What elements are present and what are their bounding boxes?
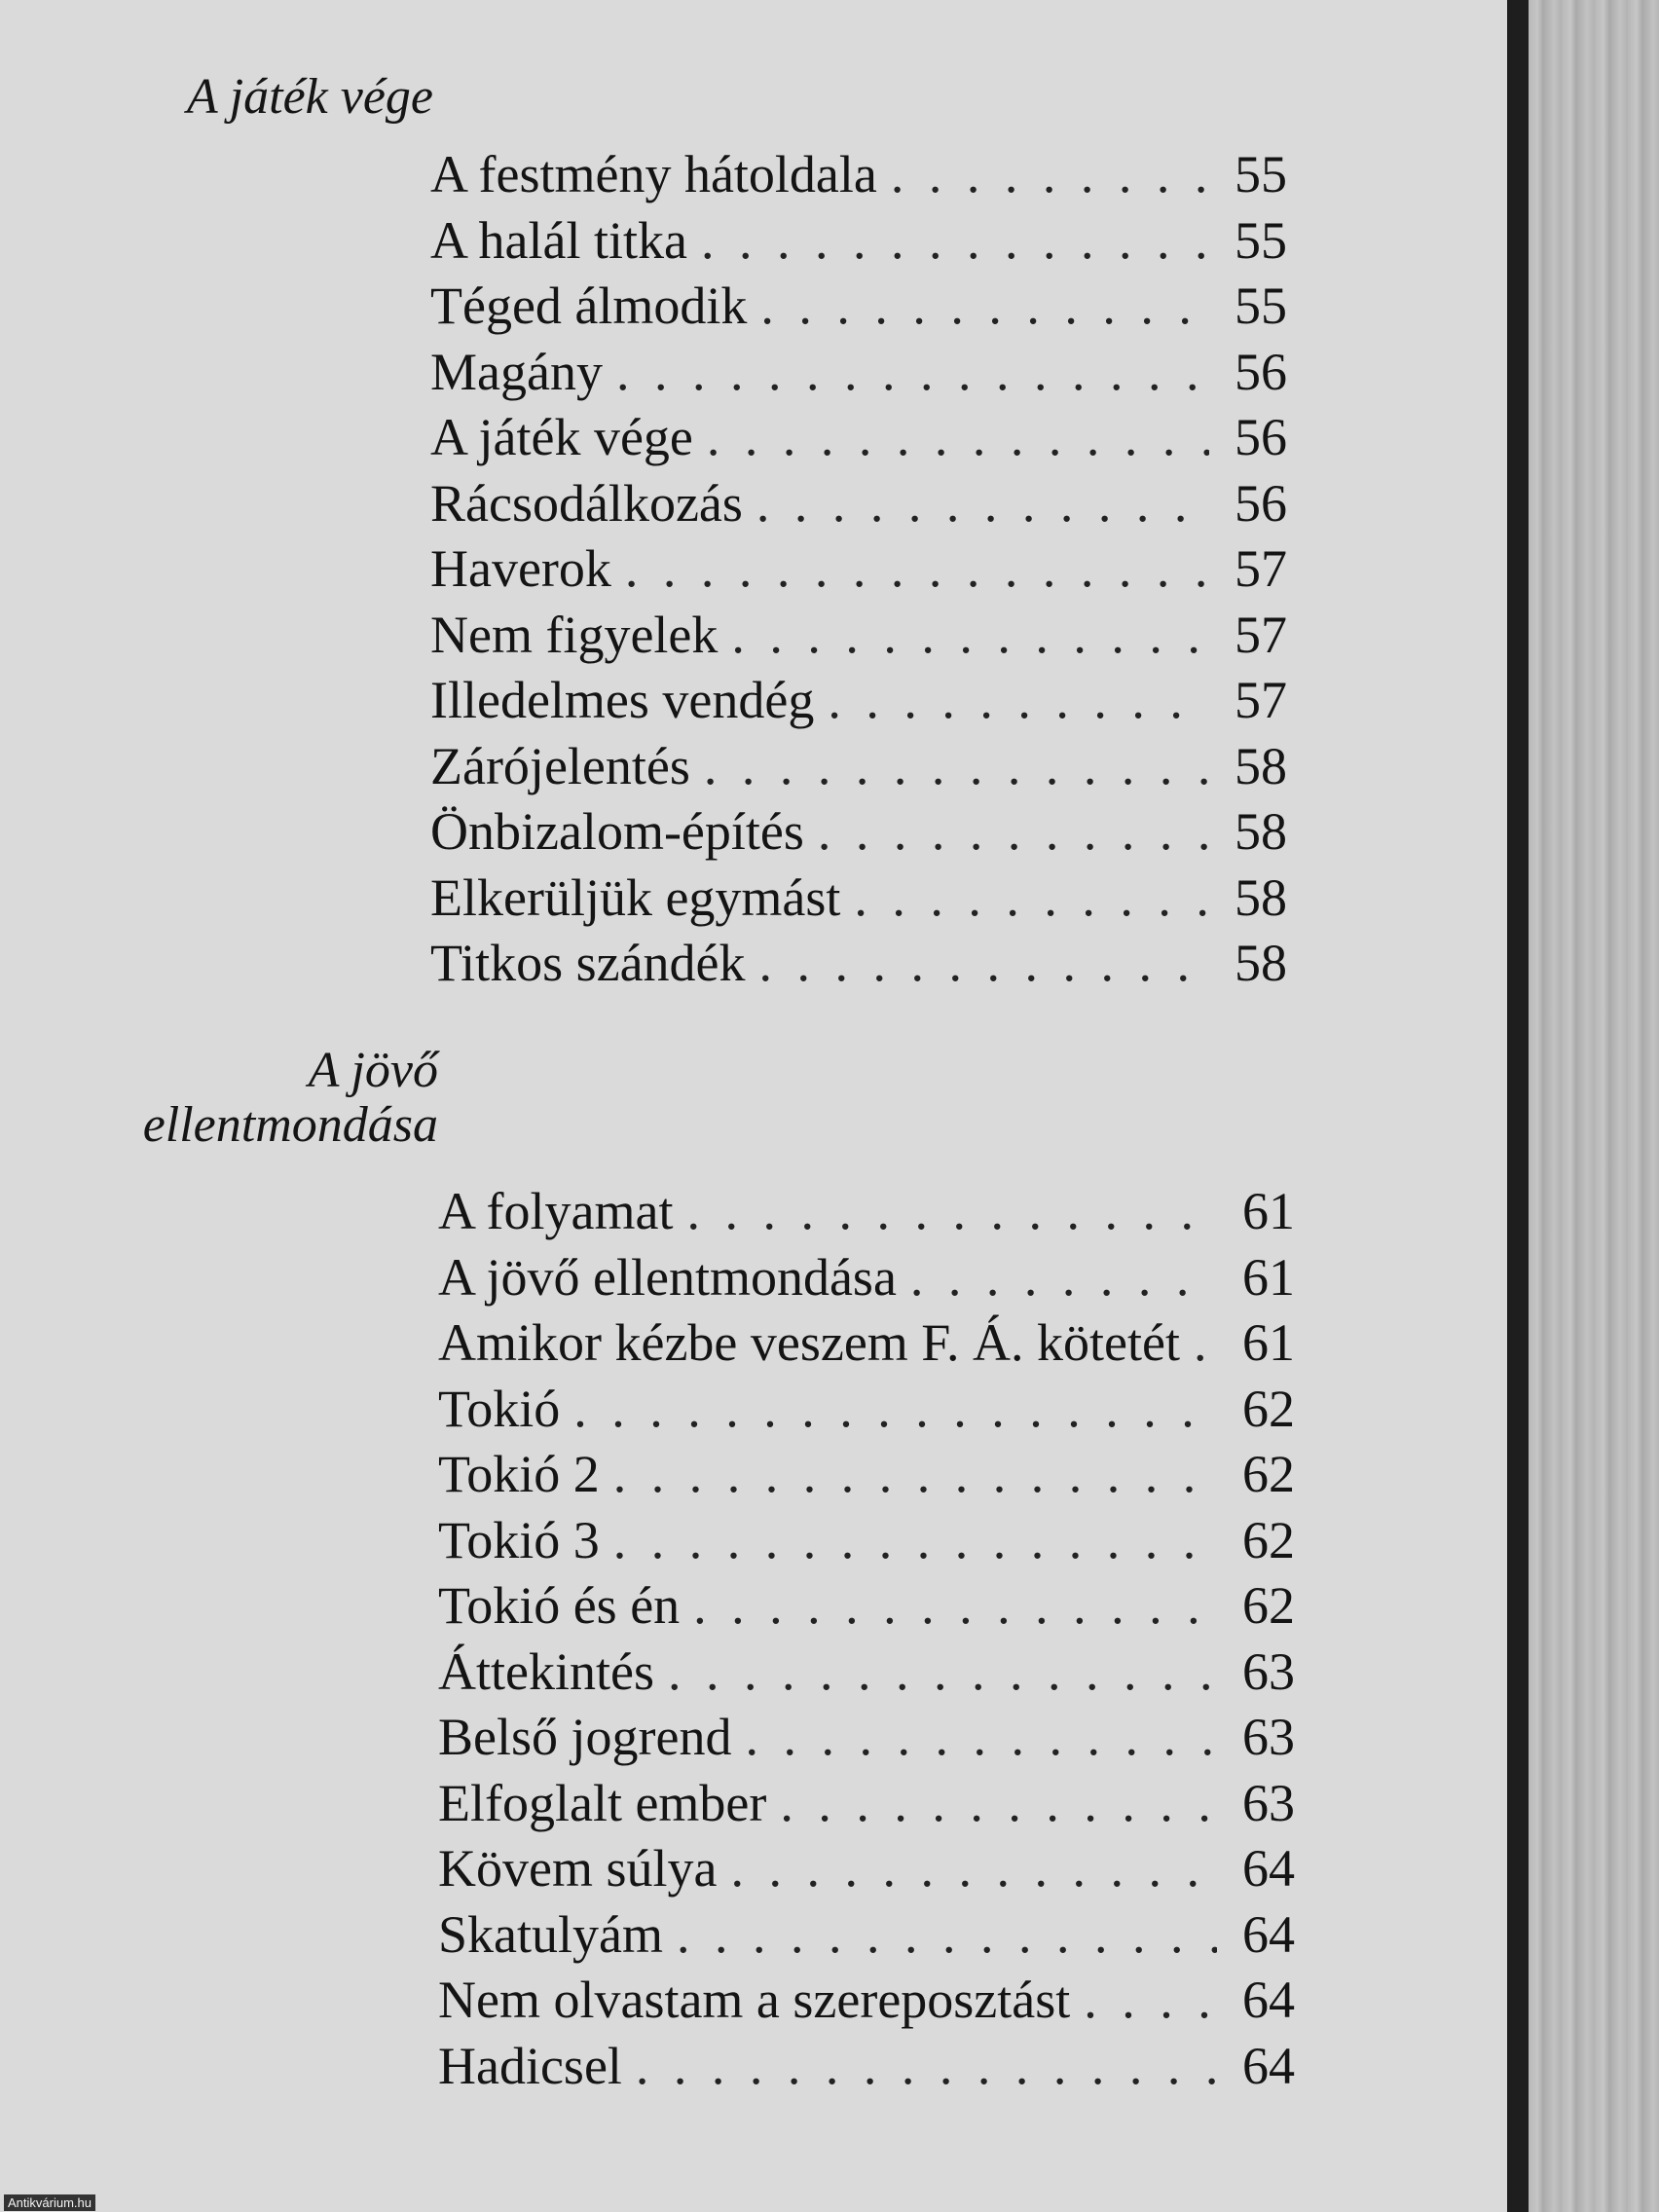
dot-leader <box>746 933 1209 993</box>
entry-page-number: 55 <box>1235 210 1287 270</box>
dot-leader <box>840 867 1209 928</box>
section-title-line-1: A jövő <box>308 1043 438 1098</box>
toc-list-section-2 <box>438 1181 1295 2101</box>
section-heading-a-jatek-vege <box>0 70 433 125</box>
toc-entry <box>438 1641 1295 1708</box>
toc-entry <box>438 1838 1295 1904</box>
dot-leader <box>814 670 1209 730</box>
dot-leader <box>743 473 1209 534</box>
entry-page-number: 63 <box>1242 1641 1295 1701</box>
entry-page-number: 55 <box>1235 276 1287 335</box>
entry-title: Titkos szándék <box>430 934 746 992</box>
toc-entry <box>430 407 1287 473</box>
toc-list-section-1 <box>430 144 1287 999</box>
toc-entry <box>438 1247 1295 1313</box>
entry-page-number: 62 <box>1242 1576 1295 1635</box>
entry-page-number: 64 <box>1242 1971 1295 2029</box>
entry-title: Téged álmodik <box>430 276 748 335</box>
dot-leader <box>560 1379 1217 1439</box>
dot-leader <box>717 1838 1217 1899</box>
entry-page-number: 56 <box>1235 408 1287 466</box>
section-title: A játék vége <box>186 69 433 125</box>
entry-title: Amikor kézbe veszem F. Á. kötetét <box>438 1313 1180 1372</box>
section-title-line-2: ellentmondása <box>142 1097 438 1153</box>
entry-title: Magány <box>430 342 603 401</box>
toc-entry <box>438 1707 1295 1773</box>
entry-page-number: 57 <box>1235 671 1287 729</box>
entry-title: A halál titka <box>430 210 687 270</box>
entry-title: Belső jogrend <box>438 1708 732 1766</box>
entry-page-number: 58 <box>1235 867 1287 927</box>
entry-page-number: 56 <box>1235 473 1287 533</box>
entry-page-number: 58 <box>1235 802 1287 861</box>
dot-leader <box>600 1510 1217 1570</box>
dot-leader <box>897 1247 1217 1308</box>
dot-leader <box>603 342 1209 402</box>
toc-entry <box>438 1444 1295 1510</box>
entry-page-number: 58 <box>1235 934 1287 992</box>
dot-leader <box>611 538 1209 599</box>
entry-page-number: 64 <box>1242 1904 1295 1964</box>
entry-page-number: 62 <box>1242 1445 1295 1503</box>
dot-leader <box>804 801 1209 862</box>
toc-entry <box>430 473 1287 539</box>
entry-page-number: 57 <box>1235 605 1287 664</box>
entry-page-number: 62 <box>1242 1379 1295 1438</box>
page-edge <box>1507 0 1529 2212</box>
section-heading-a-jovo-ellentmondasa <box>0 1044 438 1153</box>
entry-title: A festmény hátoldala <box>430 145 877 203</box>
dot-leader <box>693 407 1209 467</box>
dot-leader <box>690 736 1209 796</box>
toc-entry <box>438 1773 1295 1839</box>
dot-leader <box>747 276 1209 336</box>
entry-title: Elkerüljük egymást <box>430 867 841 927</box>
dot-leader <box>731 1707 1217 1767</box>
toc-entry <box>430 670 1287 736</box>
entry-title: Zárójelentés <box>430 736 690 795</box>
entry-title: A folyamat <box>438 1182 674 1240</box>
entry-title: Rácsodálkozás <box>430 473 743 533</box>
toc-entry <box>430 736 1287 802</box>
entry-title: Haverok <box>430 539 611 598</box>
entry-page-number: 57 <box>1235 539 1287 598</box>
dot-leader <box>687 210 1209 271</box>
dot-leader <box>1180 1312 1217 1373</box>
dot-leader <box>1070 1970 1217 2030</box>
entry-title: Hadicsel <box>438 2036 622 2095</box>
toc-entry <box>430 801 1287 867</box>
dot-leader <box>622 2036 1217 2096</box>
toc-entry <box>438 1379 1295 1445</box>
toc-entry <box>430 144 1287 210</box>
toc-entry <box>438 1575 1295 1641</box>
entry-title: Önbizalom-építés <box>430 802 804 861</box>
toc-entry <box>438 1510 1295 1576</box>
toc-entry <box>430 867 1287 934</box>
dot-leader <box>600 1444 1217 1504</box>
entry-page-number: 61 <box>1242 1247 1295 1307</box>
entry-page-number: 56 <box>1235 342 1287 401</box>
toc-entry <box>438 1181 1295 1247</box>
toc-entry <box>438 1312 1295 1379</box>
entry-title: Áttekintés <box>438 1641 654 1701</box>
wood-background <box>1529 0 1659 2212</box>
entry-page-number: 61 <box>1242 1313 1295 1372</box>
toc-entry <box>438 1970 1295 2036</box>
dot-leader <box>718 605 1209 665</box>
dot-leader <box>680 1575 1217 1636</box>
entry-title: Tokió <box>438 1379 561 1438</box>
entry-title: Tokió 3 <box>438 1510 600 1569</box>
entry-title: Nem figyelek <box>430 605 719 664</box>
toc-entry <box>438 2036 1295 2102</box>
watermark: Antikvárium.hu <box>4 2194 95 2211</box>
toc-entry <box>430 538 1287 605</box>
dot-leader <box>877 144 1209 204</box>
entry-title: Nem olvastam a szereposztást <box>438 1971 1071 2029</box>
dot-leader <box>663 1904 1217 1965</box>
entry-title: A játék vége <box>430 408 693 466</box>
entry-page-number: 62 <box>1242 1510 1295 1569</box>
entry-title: A jövő ellentmondása <box>438 1247 897 1307</box>
toc-entry <box>430 933 1287 999</box>
entry-page-number: 63 <box>1242 1708 1295 1766</box>
toc-entry <box>430 210 1287 276</box>
entry-title: Tokió és én <box>438 1576 681 1635</box>
entry-title: Illedelmes vendég <box>430 671 815 729</box>
toc-entry <box>430 342 1287 408</box>
entry-title: Tokió 2 <box>438 1445 600 1503</box>
entry-title: Kövem súlya <box>438 1839 718 1898</box>
toc-entry <box>438 1904 1295 1971</box>
entry-page-number: 55 <box>1235 145 1287 203</box>
dot-leader <box>654 1641 1217 1702</box>
toc-entry <box>430 276 1287 342</box>
entry-title: Skatulyám <box>438 1904 663 1964</box>
entry-page-number: 61 <box>1242 1182 1295 1240</box>
dot-leader <box>766 1773 1217 1833</box>
entry-page-number: 64 <box>1242 1839 1295 1898</box>
dot-leader <box>673 1181 1217 1241</box>
entry-page-number: 58 <box>1235 736 1287 795</box>
entry-page-number: 64 <box>1242 2036 1295 2095</box>
entry-title: Elfoglalt ember <box>438 1773 767 1832</box>
toc-entry <box>430 605 1287 671</box>
entry-page-number: 63 <box>1242 1773 1295 1832</box>
